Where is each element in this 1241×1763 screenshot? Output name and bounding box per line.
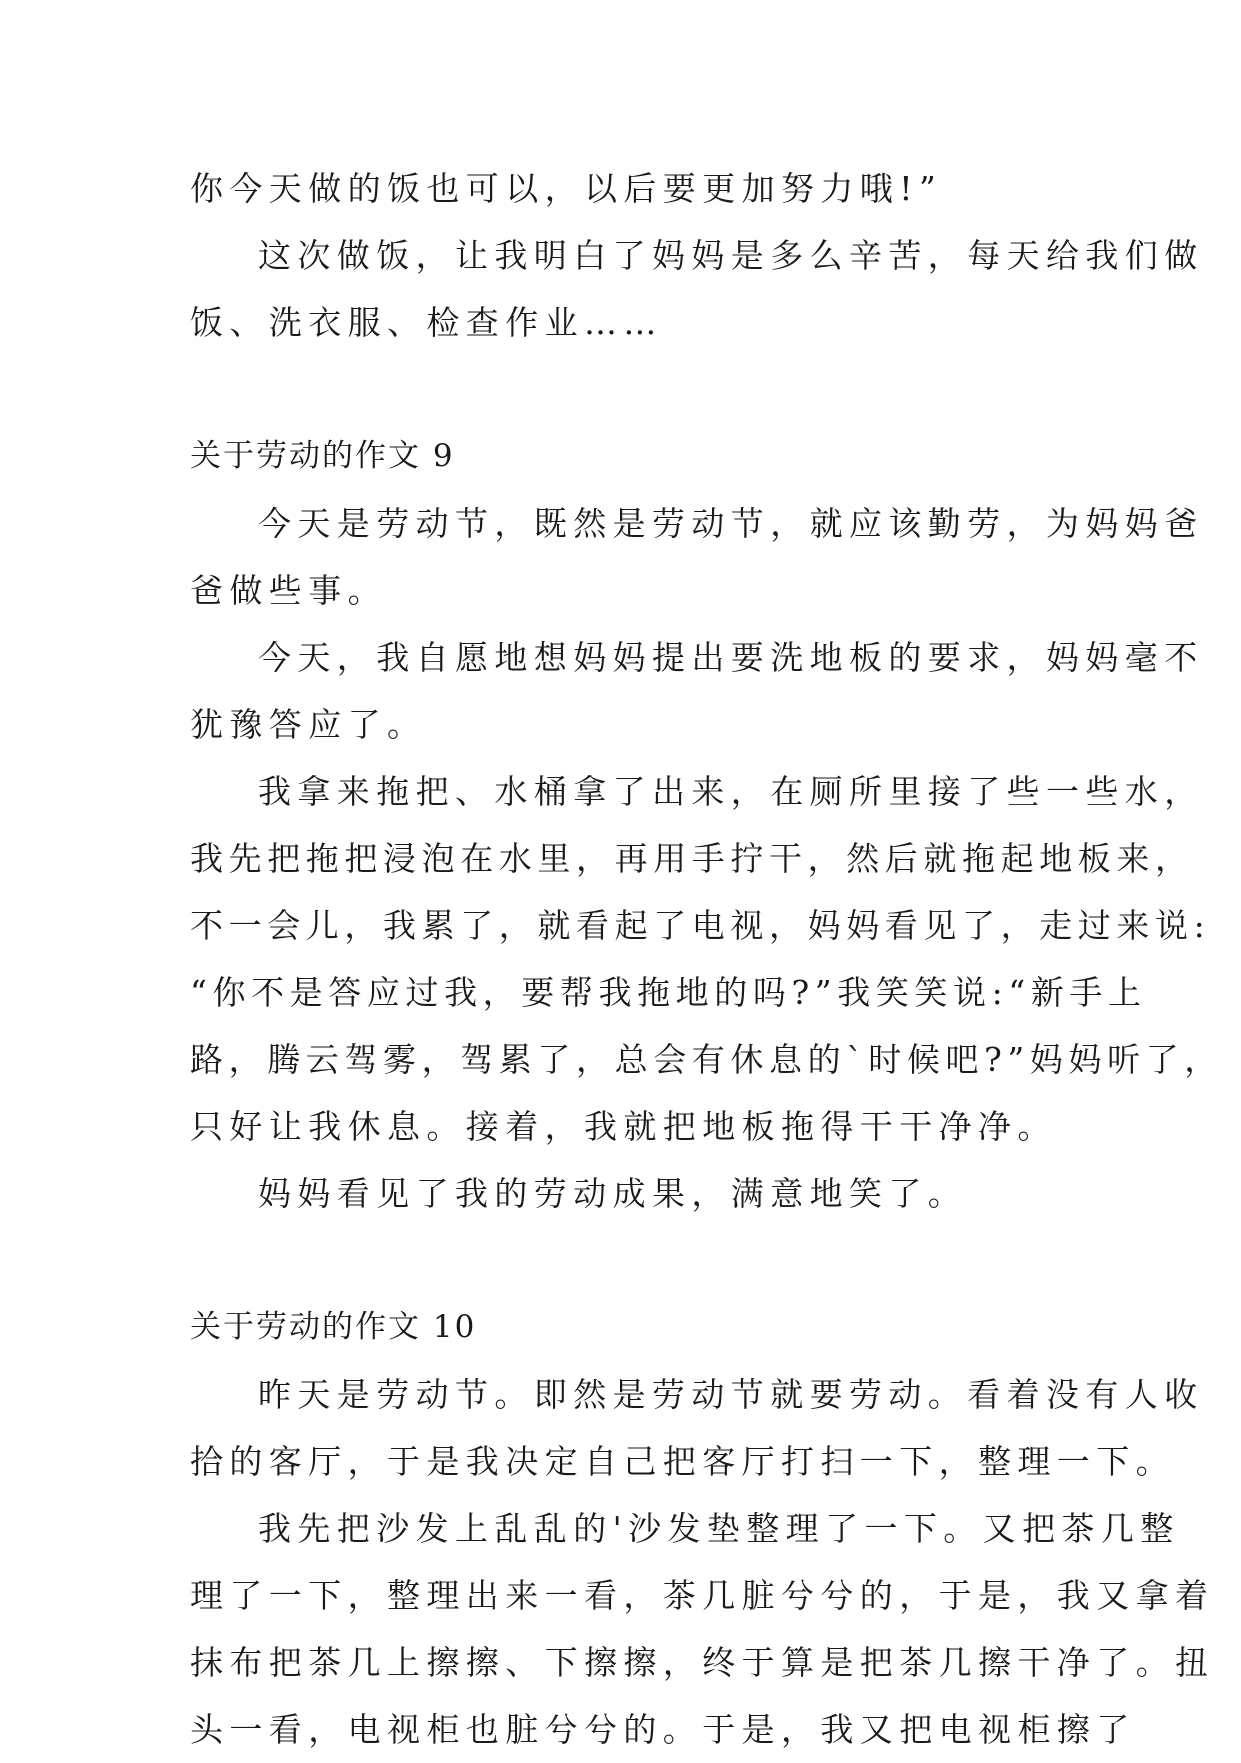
paragraph-line: “你不是答应过我，要帮我拖地的吗?”我笑笑说:“新手上: [190, 973, 1147, 1012]
paragraph-line: 这次做饭，让我明白了妈妈是多么辛苦，每天给我们做: [258, 236, 1204, 275]
paragraph-line: 理了一下，整理出来一看，茶几脏兮兮的，于是，我又拿着: [190, 1576, 1215, 1615]
paragraph-line: 路，腾云驾雾，驾累了，总会有休息的`时候吧?”妈妈听了，: [190, 1040, 1223, 1079]
paragraph-line: 只好让我休息。接着，我就把地板拖得干干净净。: [190, 1107, 1057, 1146]
paragraph-line: 饭、洗衣服、检查作业……: [190, 303, 663, 342]
paragraph-line: 我先把拖把浸泡在水里，再用手拧干，然后就拖起地板来，: [190, 839, 1194, 878]
section-gap: [190, 356, 1060, 423]
section-heading: 关于劳动的作文 9: [190, 438, 455, 474]
paragraph-line: 今天是劳动节，既然是劳动节，就应该勤劳，为妈妈爸: [258, 504, 1204, 543]
paragraph-line: 头一看，电视柜也脏兮兮的。于是，我又把电视柜擦了: [190, 1710, 1136, 1749]
paragraph-line: 不一会儿，我累了，就看起了电视，妈妈看见了，走过来说:: [190, 906, 1211, 945]
paragraph-line: 爸做些事。: [190, 571, 387, 610]
paragraph-line: 昨天是劳动节。即然是劳动节就要劳动。看着没有人收: [258, 1375, 1204, 1414]
paragraph-line: 今天，我自愿地想妈妈提出要洗地板的要求，妈妈毫不: [258, 638, 1204, 677]
section-gap: [190, 1227, 1060, 1294]
paragraph-line: 我先把沙发上乱乱的'沙发垫整理了一下。又把茶几整: [258, 1509, 1180, 1548]
paragraph-line: 妈妈看见了我的劳动成果，满意地笑了。: [258, 1174, 968, 1213]
paragraph-line: 犹豫答应了。: [190, 705, 427, 744]
paragraph-line: 抹布把茶几上擦擦、下擦擦，终于算是把茶几擦干净了。扭: [190, 1643, 1215, 1682]
paragraph-line: 拾的客厅，于是我决定自己把客厅打扫一下，整理一下。: [190, 1442, 1175, 1481]
document-page: [190, 155, 1223, 1763]
paragraph-line: 你今天做的饭也可以，以后要更加努力哦!”: [190, 169, 943, 208]
paragraph-line: 我拿来拖把、水桶拿了出来，在厕所里接了些一些水，: [258, 772, 1204, 811]
section-heading: 关于劳动的作文 10: [190, 1309, 477, 1345]
